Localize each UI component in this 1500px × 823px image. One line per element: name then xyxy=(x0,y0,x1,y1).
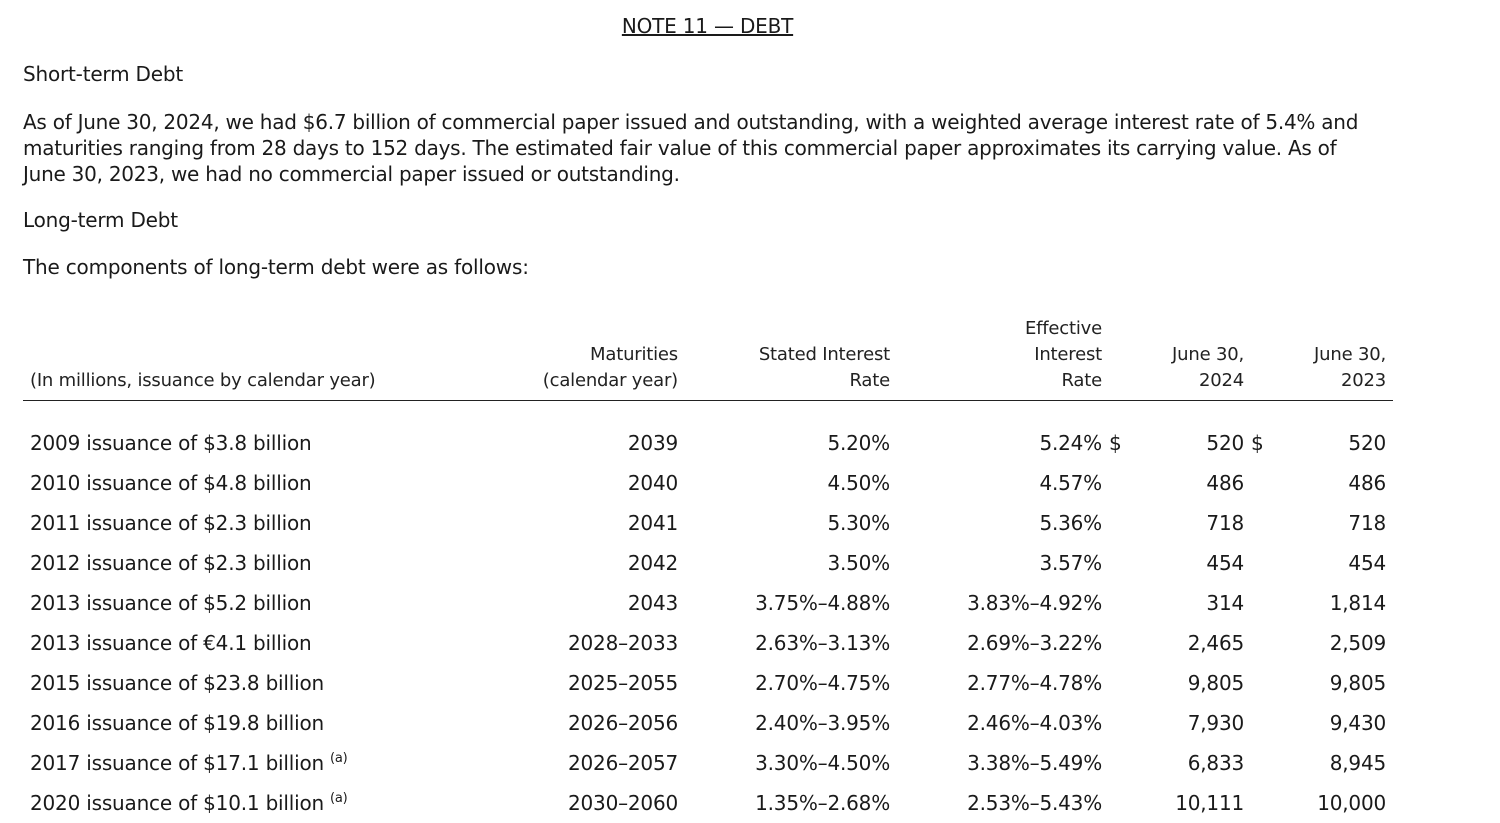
row-stated-rate: 3.75%–4.88% xyxy=(755,591,890,615)
note-title: NOTE 11 — DEBT xyxy=(621,14,794,38)
table-row xyxy=(23,423,1393,463)
row-june-2024: 520 xyxy=(1206,431,1244,455)
row-stated-rate: 4.50% xyxy=(827,471,890,495)
row-description: 2015 issuance of $23.8 billion xyxy=(30,671,325,695)
long-term-intro: The components of long-term debt were as follows: xyxy=(23,255,529,279)
table-row xyxy=(23,783,1393,823)
currency-symbol-2024 xyxy=(1109,583,1134,623)
row-description: 2013 issuance of €4.1 billion xyxy=(30,631,312,655)
row-june-2023: 9,805 xyxy=(1329,671,1386,695)
row-description: 2016 issuance of $19.8 billion xyxy=(30,711,325,735)
header-june-2024: June 30, 2024 xyxy=(1134,316,1251,401)
row-june-2023: 2,509 xyxy=(1329,631,1386,655)
currency-symbol-2024 xyxy=(1109,623,1134,663)
row-effective-rate: 3.57% xyxy=(1039,551,1102,575)
row-june-2024: 718 xyxy=(1206,511,1244,535)
currency-symbol-2023 xyxy=(1251,703,1276,743)
row-stated-rate: 1.35%–2.68% xyxy=(755,791,890,815)
table-row xyxy=(23,463,1393,503)
currency-symbol-2023 xyxy=(1251,463,1276,503)
row-maturities: 2030–2060 xyxy=(568,791,678,815)
row-effective-rate: 4.57% xyxy=(1039,471,1102,495)
row-effective-rate: 5.36% xyxy=(1039,511,1102,535)
table-row xyxy=(23,703,1393,743)
row-stated-rate: 5.30% xyxy=(827,511,890,535)
row-june-2024: 314 xyxy=(1206,591,1244,615)
currency-symbol-2024 xyxy=(1109,503,1134,543)
row-effective-rate: 2.46%–4.03% xyxy=(967,711,1102,735)
row-june-2023: 520 xyxy=(1348,431,1386,455)
currency-symbol-2023 xyxy=(1251,783,1276,823)
row-june-2024: 486 xyxy=(1206,471,1244,495)
header-effective-rate: Effective Interest Rate xyxy=(897,316,1109,401)
row-maturities: 2043 xyxy=(627,591,678,615)
header-maturities: Maturities (calendar year) xyxy=(478,316,685,401)
row-effective-rate: 5.24% xyxy=(1039,431,1102,455)
row-maturities: 2040 xyxy=(627,471,678,495)
row-description: 2017 issuance of $17.1 billion $^{(a)}$ xyxy=(30,751,348,775)
row-june-2023: 10,000 xyxy=(1317,791,1386,815)
currency-symbol-2023 xyxy=(1251,503,1276,543)
row-description: 2020 issuance of $10.1 billion $^{(a)}$ xyxy=(30,791,348,815)
currency-symbol-2023 xyxy=(1251,583,1276,623)
currency-symbol-2023 xyxy=(1251,623,1276,663)
currency-symbol-2024 xyxy=(1109,543,1134,583)
row-description: 2013 issuance of $5.2 billion xyxy=(30,591,312,615)
row-effective-rate: 2.69%–3.22% xyxy=(967,631,1102,655)
row-stated-rate: 3.50% xyxy=(827,551,890,575)
row-june-2023: 718 xyxy=(1348,511,1386,535)
row-stated-rate: 2.70%–4.75% xyxy=(755,671,890,695)
row-june-2023: 1,814 xyxy=(1329,591,1386,615)
table-row xyxy=(23,743,1393,783)
currency-symbol-2024: $ xyxy=(1109,431,1122,455)
long-term-heading: Long-term Debt xyxy=(23,208,178,232)
table-row xyxy=(23,663,1393,703)
table-row xyxy=(23,543,1393,583)
header-stated-rate: Stated Interest Rate xyxy=(685,316,897,401)
row-maturities: 2028–2033 xyxy=(568,631,678,655)
row-june-2023: 486 xyxy=(1348,471,1386,495)
row-description: 2010 issuance of $4.8 billion xyxy=(30,471,312,495)
row-june-2024: 9,805 xyxy=(1187,671,1244,695)
currency-symbol-2024 xyxy=(1109,783,1134,823)
currency-symbol-2024 xyxy=(1109,463,1134,503)
row-maturities: 2041 xyxy=(627,511,678,535)
table-header-row xyxy=(23,316,1393,401)
row-effective-rate: 3.83%–4.92% xyxy=(967,591,1102,615)
currency-symbol-2023 xyxy=(1251,663,1276,703)
row-description: 2009 issuance of $3.8 billion xyxy=(30,431,312,455)
row-effective-rate: 2.77%–4.78% xyxy=(967,671,1102,695)
row-june-2023: 9,430 xyxy=(1329,711,1386,735)
row-stated-rate: 5.20% xyxy=(827,431,890,455)
row-description: 2012 issuance of $2.3 billion xyxy=(30,551,312,575)
row-maturities: 2025–2055 xyxy=(568,671,678,695)
short-term-paragraph: As of June 30, 2024, we had $6.7 billion of commercial paper issued and outstanding, with a weighted average interest rate of 5.4% and maturities ranging from 28 days to 152 days. The estimated fair value of this commercial paper approximates its carrying value. As of June 30, 2023, we had no commercial paper issued or outstanding. xyxy=(23,110,1359,186)
currency-symbol-2024 xyxy=(1109,703,1134,743)
row-maturities: 2042 xyxy=(627,551,678,575)
header-june-2023: June 30, 2023 xyxy=(1276,316,1393,401)
currency-symbol-2024 xyxy=(1109,663,1134,703)
row-june-2024: 6,833 xyxy=(1187,751,1244,775)
short-term-heading: Short-term Debt xyxy=(23,62,183,86)
currency-symbol-2023: $ xyxy=(1251,431,1264,455)
row-description: 2011 issuance of $2.3 billion xyxy=(30,511,312,535)
row-stated-rate: 2.63%–3.13% xyxy=(755,631,890,655)
row-maturities: 2026–2057 xyxy=(568,751,678,775)
currency-symbol-2023 xyxy=(1251,543,1276,583)
long-term-debt-table xyxy=(23,316,1393,823)
row-effective-rate: 2.53%–5.43% xyxy=(967,791,1102,815)
row-june-2024: 454 xyxy=(1206,551,1244,575)
footnote-marker: (a) xyxy=(330,791,348,806)
header-description: (In millions, issuance by calendar year) xyxy=(23,316,478,401)
row-maturities: 2039 xyxy=(627,431,678,455)
row-june-2023: 8,945 xyxy=(1329,751,1386,775)
row-stated-rate: 2.40%–3.95% xyxy=(755,711,890,735)
table-row xyxy=(23,623,1393,663)
currency-symbol-2023 xyxy=(1251,743,1276,783)
row-june-2024: 7,930 xyxy=(1187,711,1244,735)
currency-symbol-2024 xyxy=(1109,743,1134,783)
row-june-2024: 10,111 xyxy=(1175,791,1244,815)
row-june-2023: 454 xyxy=(1348,551,1386,575)
row-stated-rate: 3.30%–4.50% xyxy=(755,751,890,775)
table-row xyxy=(23,503,1393,543)
row-maturities: 2026–2056 xyxy=(568,711,678,735)
footnote-marker: (a) xyxy=(330,751,348,766)
row-june-2024: 2,465 xyxy=(1187,631,1244,655)
row-effective-rate: 3.38%–5.49% xyxy=(967,751,1102,775)
table-row xyxy=(23,583,1393,623)
